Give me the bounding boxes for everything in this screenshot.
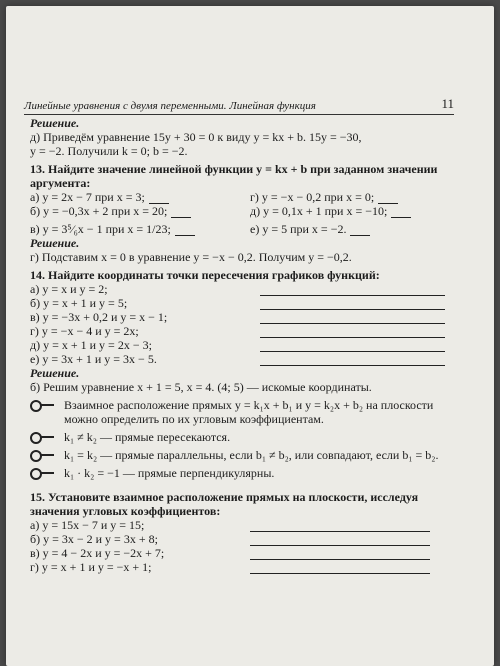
task-15-list	[30, 518, 470, 574]
task-13-item: а) y = 2x − 7 при x = 3;	[30, 190, 250, 204]
task-14-title: 14. Найдите координаты точки пересечения графиков функций:	[30, 268, 380, 282]
task-13-items	[30, 190, 470, 236]
list-item: б) y = 3x − 2 и y = 3x + 8;	[30, 532, 470, 546]
list-item: д) y = x + 1 и y = 2x − 3;	[30, 338, 470, 352]
task-14-list	[30, 282, 470, 366]
note: k₁ ≠ k₂ — прямые пересекаются.	[30, 430, 470, 444]
key-icon	[30, 432, 56, 442]
key-icon	[30, 450, 56, 460]
list-item: б) y = x + 1 и y = 5;	[30, 296, 470, 310]
task-13-item: е) y = 5 при x = −2.	[250, 222, 470, 236]
task-14-solution-label: Решение.	[30, 366, 80, 380]
textbook-page	[6, 6, 494, 666]
note: k₁ · k₂ = −1 — прямые перпендикулярны.	[30, 466, 470, 480]
page-content	[30, 116, 470, 574]
solution-d-line2: y = −2. Получили k = 0; b = −2.	[30, 144, 188, 158]
list-item: а) y = 15x − 7 и y = 15;	[30, 518, 470, 532]
task-13-solution: г) Подставим x = 0 в уравнение y = −x − 0,2. Получим y = −0,2.	[30, 250, 352, 264]
task-13-solution-label: Решение.	[30, 236, 80, 250]
key-icon	[30, 468, 56, 478]
task-15-title: 15. Установите взаимное расположение прямых на плоскости, исследуя значения угловых коэффициентов:	[30, 490, 419, 518]
list-item: в) y = −3x + 0,2 и y = x − 1;	[30, 310, 470, 324]
task-13-item: в) y = 3⁵⁄₆x − 1 при x = 1/23;	[30, 222, 250, 236]
list-item: в) y = 4 − 2x и y = −2x + 7;	[30, 546, 470, 560]
list-item: г) y = x + 1 и y = −x + 1;	[30, 560, 470, 574]
page-number: 11	[441, 96, 454, 111]
note: Взаимное расположение прямых y = k₁x + b₁ и y = k₂x + b₂ на плоскости можно определить по их угловым коэффициентам.	[30, 398, 470, 426]
task-13-item: б) y = −0,3x + 2 при x = 20;	[30, 204, 250, 218]
list-item: е) y = 3x + 1 и y = 3x − 5.	[30, 352, 470, 366]
page-header	[24, 96, 454, 115]
task-13-item: д) y = 0,1x + 1 при x = −10;	[250, 204, 470, 218]
task-13-item: г) y = −x − 0,2 при x = 0;	[250, 190, 470, 204]
task-13-title: 13. Найдите значение линейной функции y = kx + b при заданном значении аргумента:	[30, 162, 438, 190]
list-item: а) y = x и y = 2;	[30, 282, 470, 296]
solution-d-line1: д) Приведём уравнение 15y + 30 = 0 к виду y = kx + b. 15y = −30,	[30, 130, 362, 144]
note: k₁ = k₂ — прямые параллельны, если b₁ ≠ b₂, или совпадают, если b₁ = b₂.	[30, 448, 470, 462]
key-icon	[30, 400, 56, 410]
solution-label: Решение.	[30, 116, 80, 130]
list-item: г) y = −x − 4 и y = 2x;	[30, 324, 470, 338]
header-title: Линейные уравнения с двумя переменными. Линейная функция	[24, 100, 316, 112]
task-14-solution: б) Решим уравнение x + 1 = 5, x = 4. (4; 5) — искомые координаты.	[30, 380, 372, 394]
